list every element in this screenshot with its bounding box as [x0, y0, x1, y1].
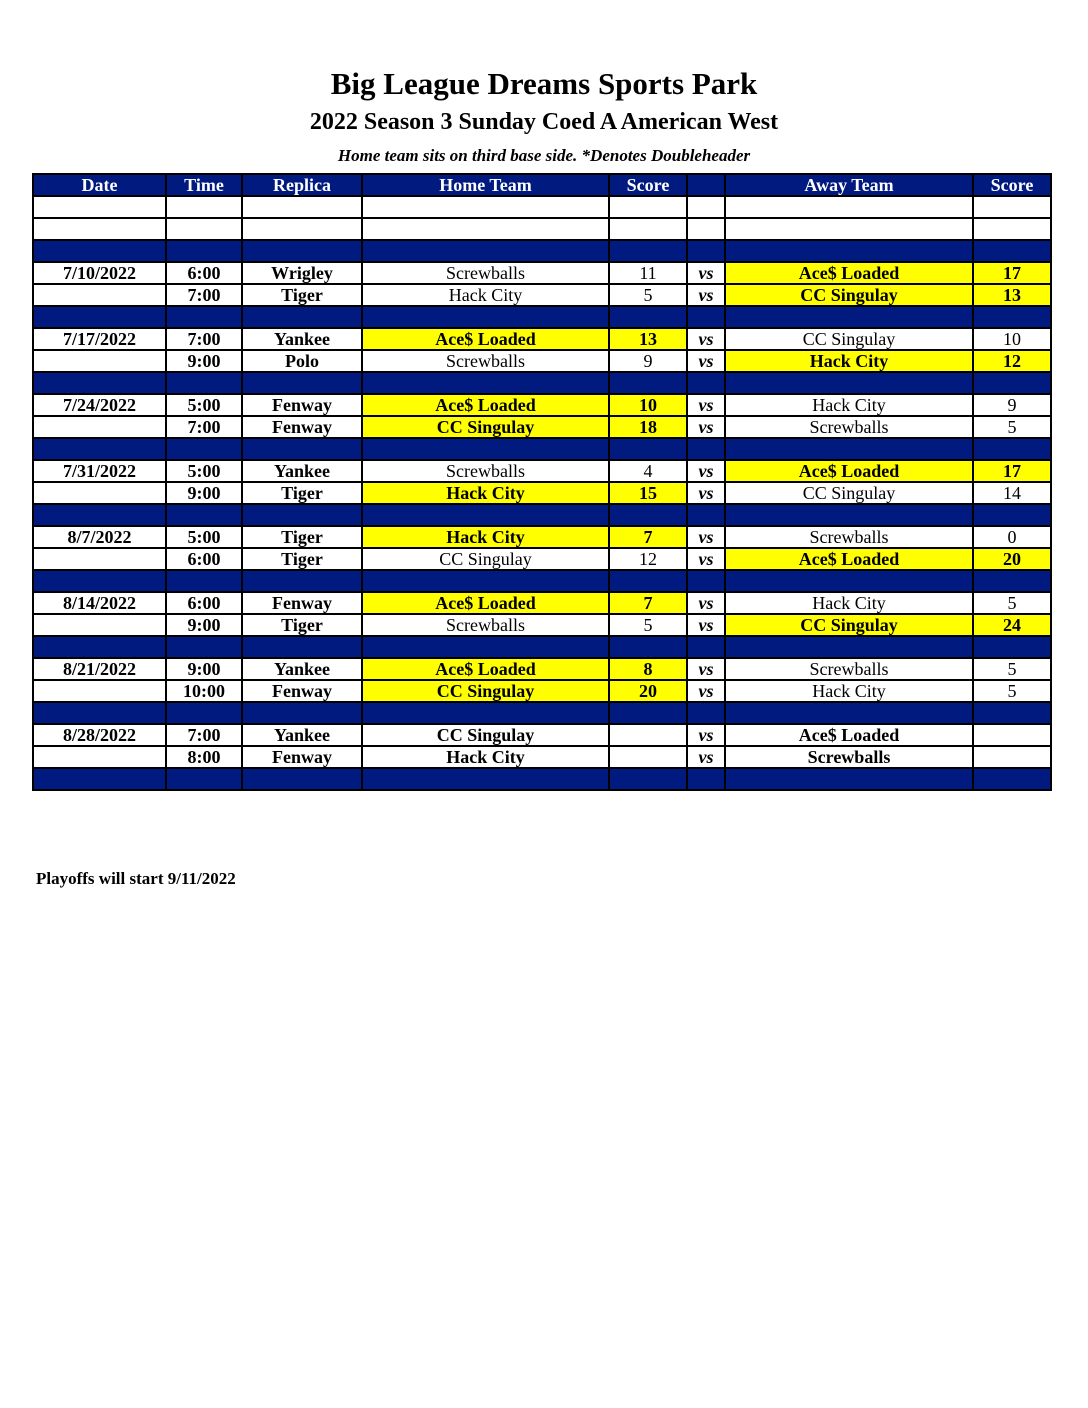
empty-cell — [166, 570, 242, 592]
game-time: 5:00 — [166, 394, 242, 416]
col-header-home-score: Score — [609, 174, 687, 196]
empty-cell — [33, 504, 166, 526]
empty-cell — [166, 372, 242, 394]
empty-cell — [609, 438, 687, 460]
home-score: 5 — [609, 614, 687, 636]
schedule-table — [32, 173, 1052, 791]
game-date: 8/14/2022 — [33, 592, 166, 614]
home-score: 8 — [609, 658, 687, 680]
empty-cell — [362, 702, 609, 724]
away-team: Hack City — [725, 394, 973, 416]
game-row — [33, 614, 1051, 636]
away-score: 0 — [973, 526, 1051, 548]
game-date — [33, 614, 166, 636]
vs-label: vs — [687, 614, 725, 636]
field-replica: Tiger — [242, 526, 362, 548]
empty-cell — [166, 218, 242, 240]
home-score: 18 — [609, 416, 687, 438]
game-row — [33, 394, 1051, 416]
home-team: Ace$ Loaded — [362, 328, 609, 350]
empty-cell — [242, 570, 362, 592]
field-replica: Yankee — [242, 460, 362, 482]
empty-cell — [973, 196, 1051, 218]
empty-cell — [166, 504, 242, 526]
empty-cell — [725, 196, 973, 218]
empty-cell — [725, 702, 973, 724]
game-date: 7/10/2022 — [33, 262, 166, 284]
empty-cell — [33, 372, 166, 394]
empty-cell — [609, 570, 687, 592]
field-replica: Tiger — [242, 614, 362, 636]
empty-cell — [687, 306, 725, 328]
empty-cell — [166, 196, 242, 218]
empty-cell — [33, 438, 166, 460]
empty-cell — [362, 306, 609, 328]
field-replica: Tiger — [242, 548, 362, 570]
vs-label: vs — [687, 328, 725, 350]
home-team: CC Singulay — [362, 416, 609, 438]
game-time: 8:00 — [166, 746, 242, 768]
empty-cell — [973, 438, 1051, 460]
empty-cell — [609, 702, 687, 724]
empty-cell — [362, 636, 609, 658]
empty-cell — [242, 218, 362, 240]
away-score: 5 — [973, 592, 1051, 614]
empty-cell — [687, 504, 725, 526]
game-time: 7:00 — [166, 284, 242, 306]
game-date — [33, 482, 166, 504]
game-date — [33, 548, 166, 570]
away-team: CC Singulay — [725, 614, 973, 636]
game-date: 7/24/2022 — [33, 394, 166, 416]
away-team: Hack City — [725, 680, 973, 702]
separator-row — [33, 372, 1051, 394]
field-replica: Fenway — [242, 394, 362, 416]
empty-cell — [725, 636, 973, 658]
game-date: 7/17/2022 — [33, 328, 166, 350]
game-time: 9:00 — [166, 658, 242, 680]
empty-cell — [687, 240, 725, 262]
vs-label: vs — [687, 350, 725, 372]
empty-cell — [609, 372, 687, 394]
empty-cell — [362, 438, 609, 460]
empty-cell — [33, 768, 166, 790]
game-time: 6:00 — [166, 592, 242, 614]
game-row — [33, 328, 1051, 350]
vs-label: vs — [687, 416, 725, 438]
separator-row — [33, 240, 1051, 262]
empty-cell — [973, 306, 1051, 328]
game-time: 10:00 — [166, 680, 242, 702]
field-replica: Yankee — [242, 658, 362, 680]
away-team: Screwballs — [725, 526, 973, 548]
empty-cell — [33, 570, 166, 592]
empty-cell — [166, 240, 242, 262]
game-date — [33, 284, 166, 306]
away-team: Ace$ Loaded — [725, 262, 973, 284]
game-time: 6:00 — [166, 548, 242, 570]
home-team: Hack City — [362, 284, 609, 306]
empty-cell — [166, 768, 242, 790]
col-header-date: Date — [33, 174, 166, 196]
away-score: 17 — [973, 460, 1051, 482]
vs-label: vs — [687, 526, 725, 548]
game-row — [33, 262, 1051, 284]
home-team: CC Singulay — [362, 548, 609, 570]
away-score: 24 — [973, 614, 1051, 636]
away-team: Ace$ Loaded — [725, 724, 973, 746]
home-team: Ace$ Loaded — [362, 592, 609, 614]
empty-cell — [973, 768, 1051, 790]
col-header-away-score: Score — [973, 174, 1051, 196]
away-team: Screwballs — [725, 746, 973, 768]
empty-cell — [242, 438, 362, 460]
game-row — [33, 416, 1051, 438]
col-header-home-team: Home Team — [362, 174, 609, 196]
empty-cell — [242, 504, 362, 526]
game-row — [33, 724, 1051, 746]
empty-cell — [973, 240, 1051, 262]
away-score: 20 — [973, 548, 1051, 570]
vs-label: vs — [687, 680, 725, 702]
away-team: Hack City — [725, 592, 973, 614]
home-team: CC Singulay — [362, 680, 609, 702]
empty-cell — [725, 306, 973, 328]
empty-cell — [362, 372, 609, 394]
game-date: 8/7/2022 — [33, 526, 166, 548]
game-time: 7:00 — [166, 724, 242, 746]
away-team: Screwballs — [725, 416, 973, 438]
page-title: Big League Dreams Sports Park — [330, 66, 758, 101]
vs-label: vs — [687, 746, 725, 768]
home-score: 5 — [609, 284, 687, 306]
separator-row — [33, 438, 1051, 460]
empty-cell — [33, 240, 166, 262]
home-team: Ace$ Loaded — [362, 394, 609, 416]
separator-row — [33, 504, 1051, 526]
game-row — [33, 548, 1051, 570]
field-replica: Polo — [242, 350, 362, 372]
empty-cell — [725, 218, 973, 240]
empty-cell — [166, 306, 242, 328]
empty-cell — [725, 438, 973, 460]
empty-cell — [973, 702, 1051, 724]
season-subtitle: 2022 Season 3 Sunday Coed A American West — [309, 109, 779, 135]
field-replica: Yankee — [242, 328, 362, 350]
empty-cell — [725, 372, 973, 394]
home-score: 9 — [609, 350, 687, 372]
game-time: 6:00 — [166, 262, 242, 284]
away-team: Hack City — [725, 350, 973, 372]
away-team: CC Singulay — [725, 482, 973, 504]
empty-cell — [687, 636, 725, 658]
vs-label: vs — [687, 284, 725, 306]
empty-cell — [609, 768, 687, 790]
away-score: 14 — [973, 482, 1051, 504]
game-time: 7:00 — [166, 328, 242, 350]
empty-cell — [362, 570, 609, 592]
vs-label: vs — [687, 394, 725, 416]
empty-cell — [166, 636, 242, 658]
empty-cell — [362, 196, 609, 218]
game-date — [33, 680, 166, 702]
home-score: 11 — [609, 262, 687, 284]
home-score: 10 — [609, 394, 687, 416]
home-score: 13 — [609, 328, 687, 350]
blank-row — [33, 196, 1051, 218]
away-score: 9 — [973, 394, 1051, 416]
empty-cell — [33, 702, 166, 724]
empty-cell — [609, 196, 687, 218]
game-date — [33, 350, 166, 372]
separator-row — [33, 570, 1051, 592]
separator-row — [33, 768, 1051, 790]
blank-row — [33, 218, 1051, 240]
game-time: 7:00 — [166, 416, 242, 438]
empty-cell — [166, 702, 242, 724]
empty-cell — [609, 306, 687, 328]
empty-cell — [242, 636, 362, 658]
home-score: 20 — [609, 680, 687, 702]
away-score: 5 — [973, 416, 1051, 438]
home-team: Hack City — [362, 482, 609, 504]
game-row — [33, 350, 1051, 372]
empty-cell — [242, 702, 362, 724]
empty-cell — [242, 240, 362, 262]
game-row — [33, 592, 1051, 614]
vs-label: vs — [687, 658, 725, 680]
away-score: 12 — [973, 350, 1051, 372]
vs-label: vs — [687, 724, 725, 746]
empty-cell — [362, 768, 609, 790]
empty-cell — [687, 218, 725, 240]
home-team: Screwballs — [362, 614, 609, 636]
empty-cell — [725, 768, 973, 790]
game-date — [33, 416, 166, 438]
away-score: 5 — [973, 658, 1051, 680]
field-replica: Fenway — [242, 680, 362, 702]
game-row — [33, 526, 1051, 548]
home-score: 7 — [609, 592, 687, 614]
home-score — [609, 724, 687, 746]
game-row — [33, 746, 1051, 768]
empty-cell — [242, 306, 362, 328]
game-row — [33, 680, 1051, 702]
separator-row — [33, 636, 1051, 658]
game-date: 8/28/2022 — [33, 724, 166, 746]
empty-cell — [973, 636, 1051, 658]
game-date: 8/21/2022 — [33, 658, 166, 680]
away-team: Ace$ Loaded — [725, 460, 973, 482]
empty-cell — [725, 504, 973, 526]
away-team: CC Singulay — [725, 328, 973, 350]
empty-cell — [687, 438, 725, 460]
empty-cell — [242, 372, 362, 394]
home-team: Hack City — [362, 746, 609, 768]
game-row — [33, 658, 1051, 680]
separator-row — [33, 702, 1051, 724]
field-replica: Wrigley — [242, 262, 362, 284]
col-header-vs — [687, 174, 725, 196]
game-time: 5:00 — [166, 460, 242, 482]
field-replica: Fenway — [242, 746, 362, 768]
empty-cell — [33, 218, 166, 240]
field-replica: Fenway — [242, 416, 362, 438]
field-replica: Tiger — [242, 482, 362, 504]
home-score — [609, 746, 687, 768]
game-date — [33, 746, 166, 768]
game-time: 9:00 — [166, 482, 242, 504]
home-score: 7 — [609, 526, 687, 548]
empty-cell — [362, 218, 609, 240]
empty-cell — [609, 504, 687, 526]
game-row — [33, 460, 1051, 482]
playoffs-note: Playoffs will start 9/11/2022 — [36, 869, 236, 888]
home-team: Screwballs — [362, 460, 609, 482]
empty-cell — [166, 438, 242, 460]
vs-label: vs — [687, 482, 725, 504]
empty-cell — [687, 196, 725, 218]
vs-label: vs — [687, 460, 725, 482]
home-team: Screwballs — [362, 350, 609, 372]
empty-cell — [33, 306, 166, 328]
away-score: 13 — [973, 284, 1051, 306]
empty-cell — [609, 636, 687, 658]
empty-cell — [725, 570, 973, 592]
away-team: Ace$ Loaded — [725, 548, 973, 570]
empty-cell — [362, 504, 609, 526]
empty-cell — [33, 636, 166, 658]
empty-cell — [973, 570, 1051, 592]
empty-cell — [687, 372, 725, 394]
game-row — [33, 482, 1051, 504]
empty-cell — [362, 240, 609, 262]
col-header-time: Time — [166, 174, 242, 196]
home-score: 12 — [609, 548, 687, 570]
empty-cell — [973, 218, 1051, 240]
empty-cell — [973, 504, 1051, 526]
away-team: CC Singulay — [725, 284, 973, 306]
empty-cell — [687, 702, 725, 724]
away-score — [973, 724, 1051, 746]
home-score: 15 — [609, 482, 687, 504]
away-score: 5 — [973, 680, 1051, 702]
game-time: 5:00 — [166, 526, 242, 548]
away-score: 17 — [973, 262, 1051, 284]
vs-label: vs — [687, 592, 725, 614]
vs-label: vs — [687, 262, 725, 284]
field-replica: Fenway — [242, 592, 362, 614]
away-team: Screwballs — [725, 658, 973, 680]
vs-label: vs — [687, 548, 725, 570]
table-header-row — [33, 174, 1051, 196]
separator-row — [33, 306, 1051, 328]
empty-cell — [33, 196, 166, 218]
col-header-away-team: Away Team — [725, 174, 973, 196]
field-replica: Yankee — [242, 724, 362, 746]
game-time: 9:00 — [166, 614, 242, 636]
empty-cell — [609, 218, 687, 240]
schedule-note: Home team sits on third base side. *Denotes Doubleheader — [337, 146, 751, 165]
home-team: Screwballs — [362, 262, 609, 284]
home-team: Ace$ Loaded — [362, 658, 609, 680]
col-header-replica: Replica — [242, 174, 362, 196]
empty-cell — [725, 240, 973, 262]
empty-cell — [973, 372, 1051, 394]
home-score: 4 — [609, 460, 687, 482]
game-row — [33, 284, 1051, 306]
game-time: 9:00 — [166, 350, 242, 372]
empty-cell — [687, 570, 725, 592]
empty-cell — [609, 240, 687, 262]
empty-cell — [242, 196, 362, 218]
empty-cell — [687, 768, 725, 790]
home-team: CC Singulay — [362, 724, 609, 746]
home-team: Hack City — [362, 526, 609, 548]
game-date: 7/31/2022 — [33, 460, 166, 482]
away-score — [973, 746, 1051, 768]
empty-cell — [242, 768, 362, 790]
away-score: 10 — [973, 328, 1051, 350]
field-replica: Tiger — [242, 284, 362, 306]
